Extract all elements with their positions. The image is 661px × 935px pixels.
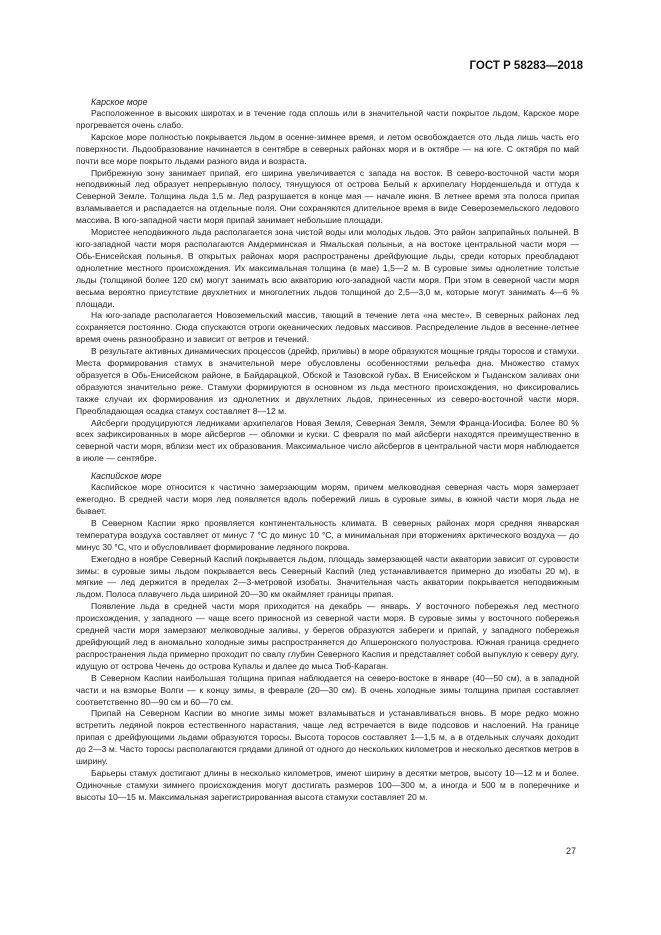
section-title-kara-sea: Карское море xyxy=(91,97,148,107)
paragraph: Припай на Северном Каспии во многие зимы может взламываться и устанавливаться вновь. В море редко можно встретить ледяной покров естественного нарастания, чаще лед встречается в виде подсовов и наслоений. На границе припая с дрейфующими льдами образуются торосы. Высота торосов составляет 1—1,5 м, а в отдельных случаях доходит до 2—3 м. Часто торосы располагаются грядами длиной от одного до нескольких километров и несколько десятков метров в ширину. xyxy=(76,708,579,767)
paragraph: В результате активных динамических процессов (дрейф, приливы) в море образуются мощные гряды торосов и стамухи. Места формирования стамух в значительной мере обусловлены особенностями рельефа дна. Множество стамух образуется в Обь-Енисейском районе, в Байдарацкой, Обской и Тазовской губах. В Енисейском и Гыданском заливах они образуются значительно реже. Стамухи формируются в основном из льда местного происхождения, но фиксировались также случаи их формирования из однолетних и двухлетних льдов, принесенных из северо-восточной части моря. Преобладающая осадка стамух составляет 8—12 м. xyxy=(76,346,579,416)
paragraph: Расположенное в высоких широтах и в течение года сплошь или в значительной части покрытое льдом, Карское море прогревается очень слабо. xyxy=(76,108,579,130)
paragraph: Ежегодно в ноябре Северный Каспий покрывается льдом, площадь замерзающей части акватории зависит от суровости зимы: в суровые зимы льдом покрывается весь Северный Каспий (лед устанавливается примерно до изобаты 20 м), в мягкие — лед держится в пределах 2—3-метровой изобаты. Значительная часть акватории покрывается неподвижным льдом. Полоса плавучего льда шириной 20—30 км окаймляет границы припая. xyxy=(76,553,579,600)
paragraph: Каспийское море относится к частично замерзающим морям, причем мелководная северная часть моря замерзает ежегодно. В средней части моря лед появляется вдоль побережий лишь в суровые зимы, в южной части моря льда не бывает. xyxy=(76,482,579,516)
paragraph: На юго-западе располагается Новоземельский массив, тающий в течение лета «на месте». В северных районах лед сохраняется постоянно. Сюда спускаются отроги океанических ледовых массивов. Распределение льдов в весенне-летнее время очень разнообразно и зависит от ветров и течений. xyxy=(76,310,579,345)
document-id-header: ГОСТ Р 58283—2018 xyxy=(469,60,583,72)
paragraph: Мористее неподвижного льда располагается зона чистой воды или молодых льдов. Это район заприпайных полыней. В юго-западной части моря располагаются Амдерминская и Ямальская полыньи, а на востоке центральной части моря — Обь-Енисейская полынья. В открытых районах моря распространены дрейфующие льды, среди которых преобладают однолетние местного происхождения. Их максимальная толщина (в мае) 1,5—2 м. В суровые зимы однолетние толстые льды (толщиной более 120 см) могут занимать всю акваторию юго-западной части моря. При этом в северной части моря весьма вероятно присутствие двухлетних и многолетних льдов толщиной до 2,5—3,0 м, которые могут занимать 4—6 % площади. xyxy=(76,227,579,309)
document-body xyxy=(76,96,579,804)
page-number: 27 xyxy=(565,846,576,856)
paragraph: Барьеры стамух достигают длины в несколько километров, имеют ширину в десятки метров, высоту 10—12 м и более. Одиночные стамухи зимнего происхождения могут достигать размеров 100—300 м, а иногда и 500 м в поперечнике и высоты 10—15 м. Максимальная зарегистрированная высота стамухи составляет 20 м. xyxy=(76,767,579,802)
section-title-caspian-sea: Каспийское море xyxy=(91,471,162,482)
paragraph: Карское море полностью покрывается льдом в осенне-зимнее время, и летом освобождается ото льда лишь часть его поверхности. Льдообразование начинается в сентябре в северных районах моря и в октябре — на юге. С октября по май почти все море покрыто льдами разного вида и возраста. xyxy=(76,131,579,166)
paragraph: Айсберги продуцируются ледниками архипелагов Новая Земля, Северная Земля, Земля Франца-Иосифа. Более 80 % всех зафиксированных в море айсбергов — обломки и куски. С февраля по май айсберги находятся преимущественно в северной части моря, вблизи мест их образования. Максимальное число айсбергов в центральной части моря наблюдается в июле — сентябре. xyxy=(76,417,579,464)
paragraph: Прибрежную зону занимает припай, его ширина увеличивается с запада на восток. В северо-восточной части моря неподвижный лед образует непрерывную полосу, тянущуюся от острова Белый к архипелагу Норденшельда и оттуда к Северной Земле. Толщина льда 1,5 м. Лед разрушается в конце мая — начале июня. В летнее время эта полоса припая взламывается и распадается на отдельные поля. Они сохраняются длительное время в виде Североземельского ледового массива. В юго-западной части моря припай занимает небольшие площади. xyxy=(76,167,579,226)
paragraph: В Северном Каспии наибольшая толщина припая наблюдается на северо-востоке в январе (40—50 см), а в западной части и на взморье Волги — к концу зимы, в феврале (20—30 см). В очень холодные зимы толщина припая составляет соответственно 80—90 см и 60—70 см. xyxy=(76,672,579,707)
paragraph: Появление льда в средней части моря приходится на декабрь — январь. У восточного побережья лед местного происхождения, у западного — чаще всего приносной из северной части моря. В суровые зимы у восточного побережья средней части моря замерзают мелководные заливы, у берегов образуются забереги и припай, у западного побережья дрейфующий лед в аномально холодные зимы распространяется до Апшеронского полуострова. Южная граница среднего распространения льда примерно проходит по свалу глубин Северного Каспия и представляет собой выпуклую к северу дугу, идущую от острова Чечень до острова Купалы и далее до мыса Тюб-Караган. xyxy=(76,601,579,671)
paragraph: В Северном Каспии ярко проявляется континентальность климата. В северных районах моря средняя январская температура воздуха составляет от минус 7 °С до минус 10 °С, а минимальная при вторжениях арктического воздуха — до минус 30 °С, что и обусловливает формирование ледяного покрова. xyxy=(76,517,579,552)
